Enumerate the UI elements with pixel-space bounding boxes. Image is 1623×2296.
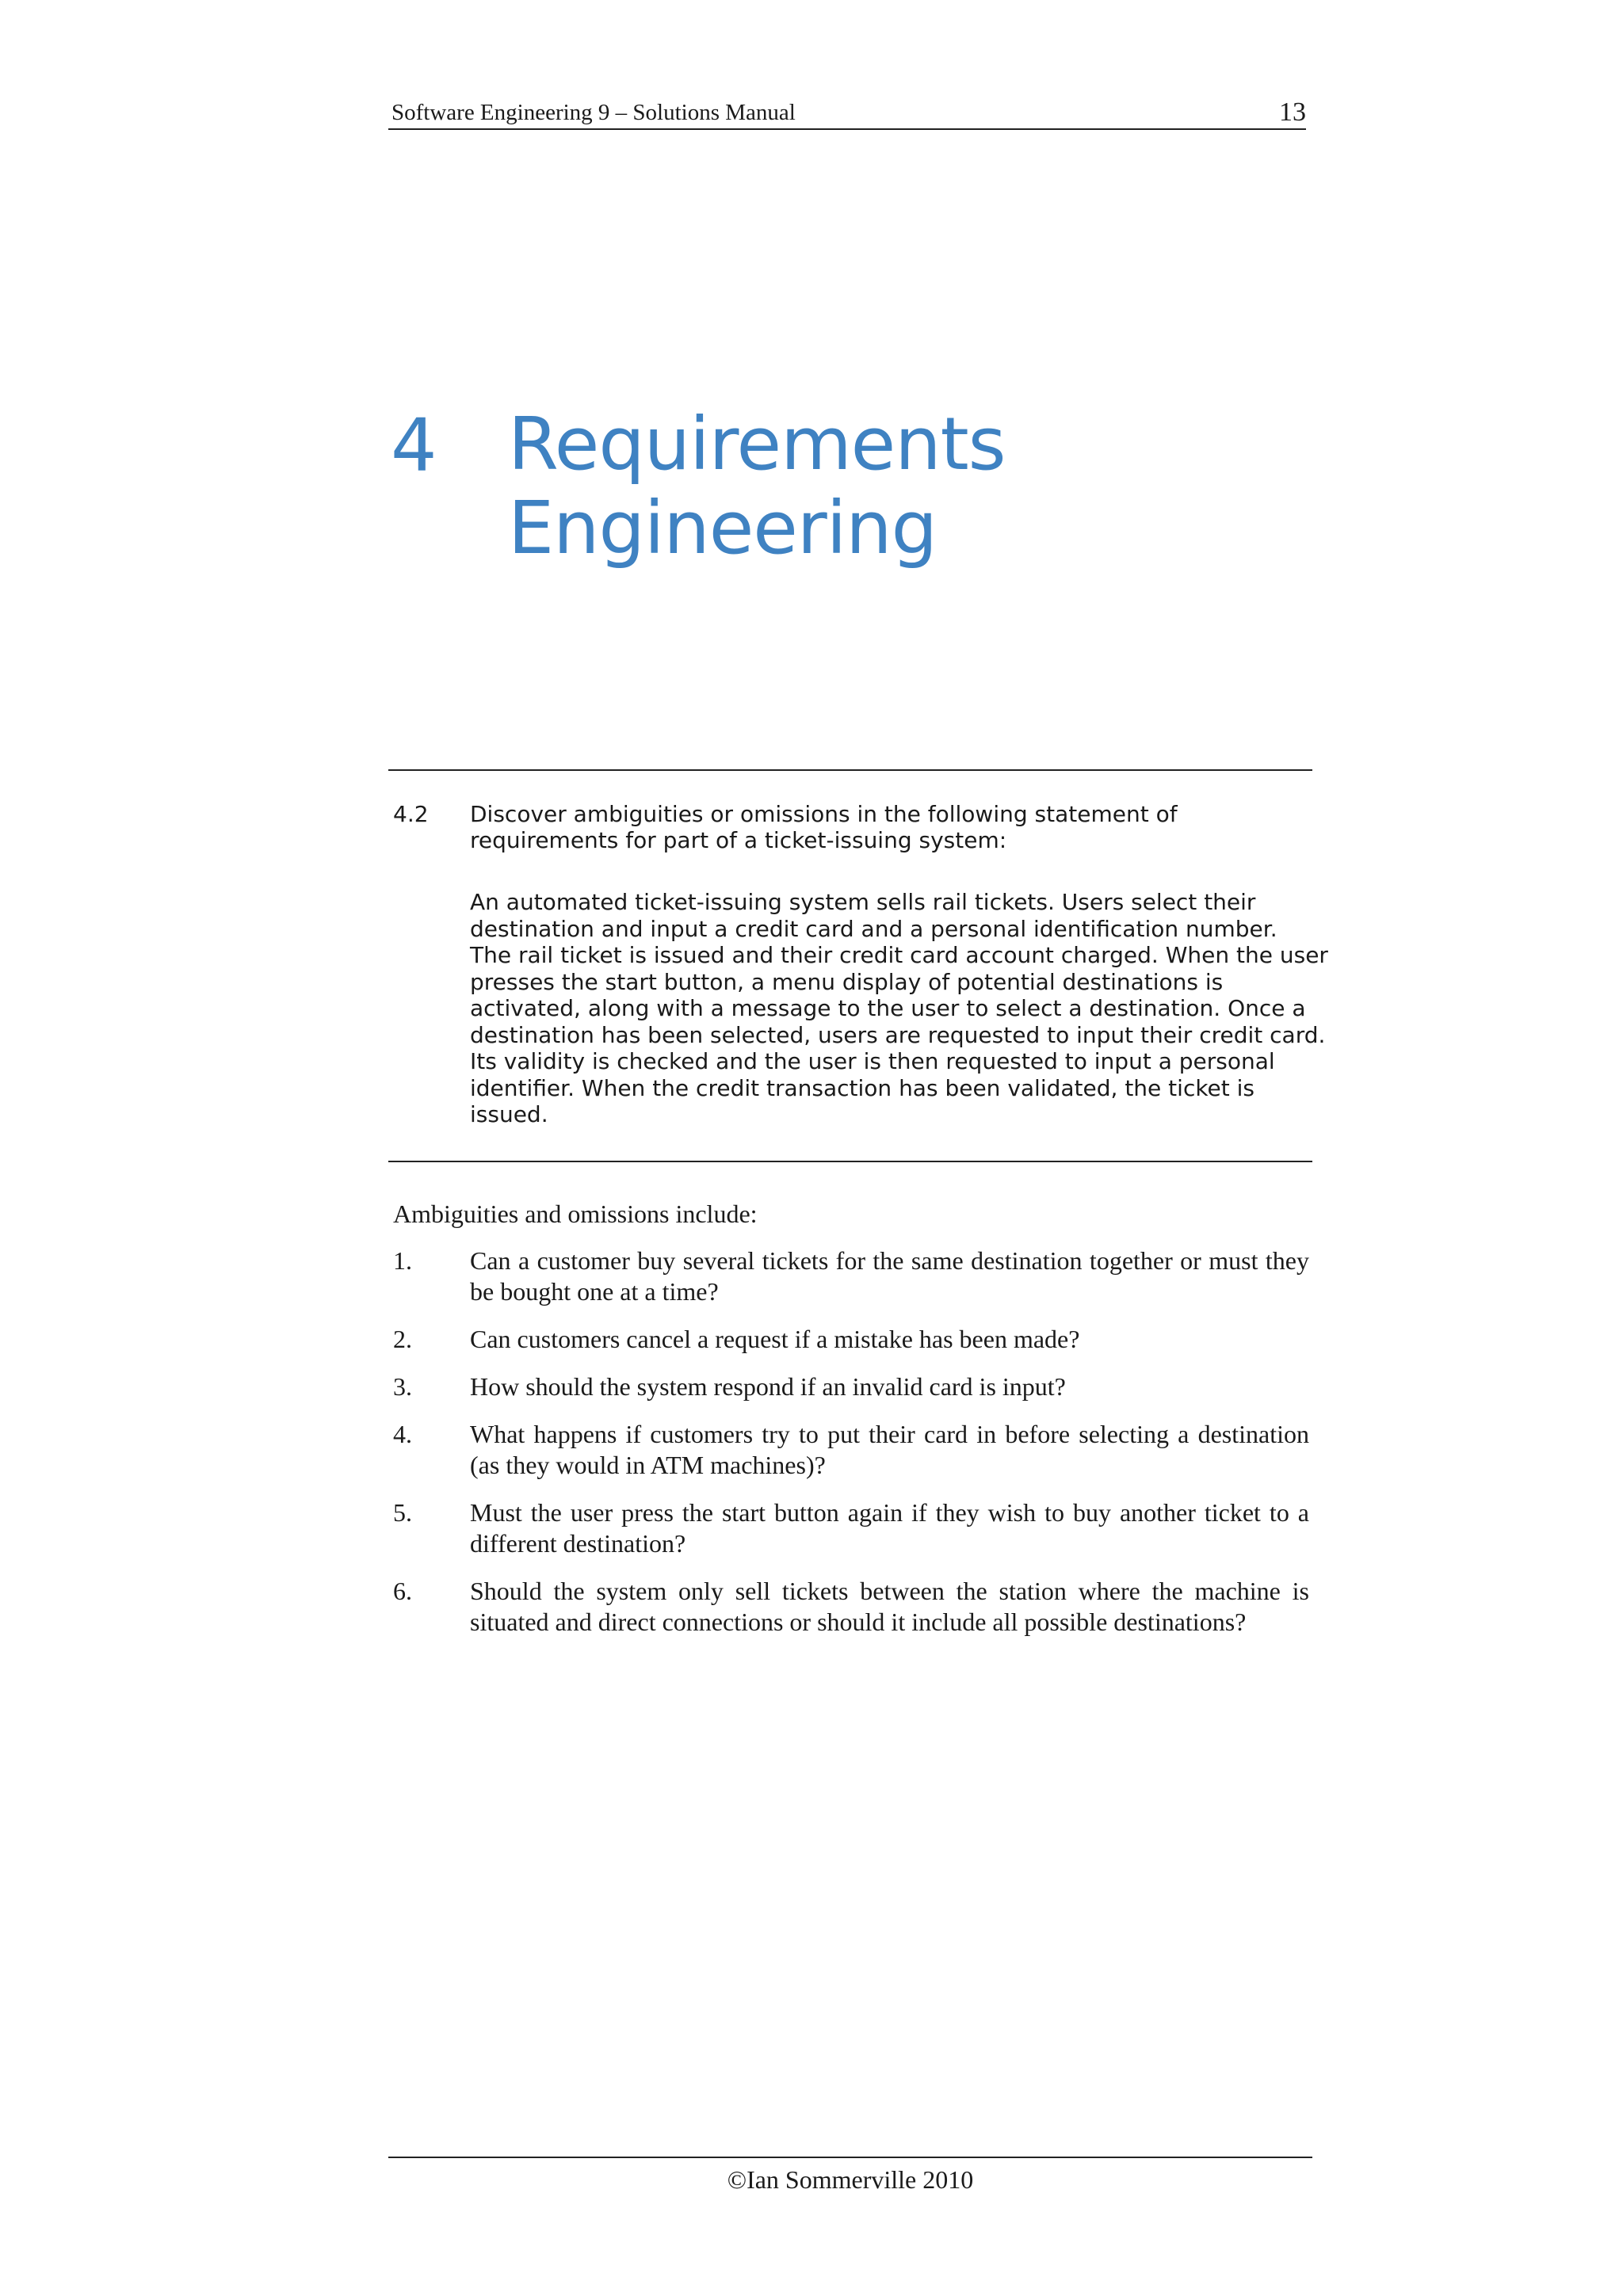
chapter-title xyxy=(508,402,1221,570)
list-item-text: Must the user press the start button again if they wish to buy another ticket to a different destination? xyxy=(470,1498,1309,1558)
exercise-question-line: Discover ambiguities or omissions in the following statement of xyxy=(470,801,1178,827)
exercise-bottom-rule xyxy=(388,1161,1312,1162)
statement-line: destination has been selected, users are requested to input their credit card. xyxy=(470,1021,1326,1048)
requirements-statement xyxy=(470,889,1328,1128)
list-item-text: Can customers cancel a request if a mistake has been made? xyxy=(470,1325,1080,1353)
list-item-number: 6. xyxy=(393,1577,412,1605)
statement-line: presses the start button, a menu display of potential destinations is xyxy=(470,968,1224,995)
chapter-title-line-2: Engineering xyxy=(508,486,937,570)
list-item-number: 4. xyxy=(393,1420,412,1448)
list-item-text: How should the system respond if an invalid card is input? xyxy=(470,1372,1066,1401)
statement-line: issued. xyxy=(470,1101,548,1127)
statement-line: The rail ticket is issued and their credit card account charged. When the user xyxy=(470,942,1328,968)
list-item xyxy=(393,1497,1309,1559)
answer-intro: Ambiguities and omissions include: xyxy=(393,1199,758,1228)
statement-line: An automated ticket-issuing system sells rail tickets. Users select their xyxy=(470,889,1256,915)
page-number: 13 xyxy=(1279,97,1306,127)
list-item-text: Can a customer buy several tickets for the same destination together or must they be bought one at a time? xyxy=(470,1246,1309,1306)
exercise-question xyxy=(470,801,1318,853)
list-item xyxy=(393,1419,1309,1481)
list-item-text: Should the system only sell tickets between the station where the machine is situated and direct connections or should it include all possible destinations? xyxy=(470,1577,1309,1636)
chapter-number: 4 xyxy=(391,403,437,488)
statement-line: identifier. When the credit transaction has been validated, the ticket is xyxy=(470,1074,1255,1101)
list-item xyxy=(393,1371,1309,1402)
exercise-top-rule xyxy=(388,769,1312,771)
statement-line: destination and input a credit card and a personal identification number. xyxy=(470,915,1277,942)
statement-line: activated, along with a message to the user to select a destination. Once a xyxy=(470,995,1306,1021)
list-item xyxy=(393,1324,1309,1355)
list-item-text: What happens if customers try to put their card in before selecting a destination (as they would in ATM machines)? xyxy=(470,1420,1309,1479)
list-item-number: 3. xyxy=(393,1372,412,1401)
header-title: Software Engineering 9 – Solutions Manual xyxy=(391,100,796,125)
statement-line: Its validity is checked and the user is then requested to input a personal xyxy=(470,1048,1275,1074)
exercise-number: 4.2 xyxy=(393,801,429,827)
list-item-number: 5. xyxy=(393,1498,412,1527)
running-header xyxy=(388,93,1306,130)
list-item xyxy=(393,1576,1309,1638)
list-item-number: 2. xyxy=(393,1325,412,1353)
list-item-number: 1. xyxy=(393,1246,412,1275)
chapter-title-line-1: Requirements xyxy=(508,402,1006,486)
copyright-footer: ©Ian Sommerville 2010 xyxy=(727,2165,974,2194)
footer-rule xyxy=(388,2157,1312,2158)
exercise-question-line: requirements for part of a ticket-issuing system: xyxy=(470,827,1007,853)
list-item xyxy=(393,1245,1309,1307)
answer-list xyxy=(393,1245,1309,1654)
